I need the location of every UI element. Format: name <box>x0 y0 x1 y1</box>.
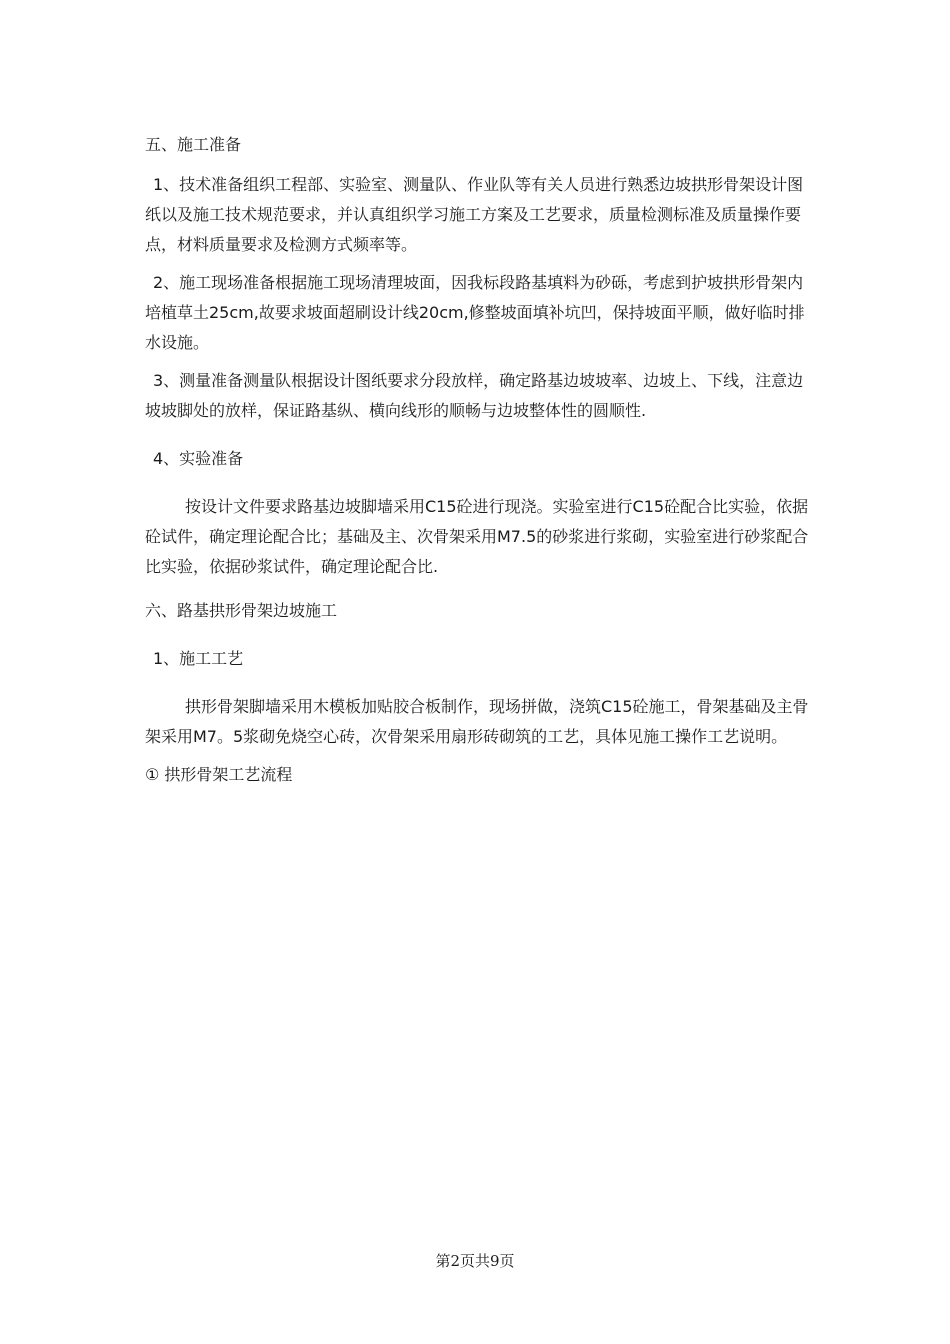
document-body <box>145 130 815 790</box>
section-5-heading: 五、施工准备 <box>145 135 242 154</box>
section-6-heading: 六、路基拱形骨架边坡施工 <box>145 601 338 620</box>
section-5-item-3: 3、测量准备测量队根据设计图纸要求分段放样，确定路基边坡坡率、边坡上、下线，注意边坡坡脚处的放样，保证路基纵、横向线形的顺畅与边坡整体性的圆顺性. <box>145 371 804 420</box>
page-footer: 第2页共9页 <box>435 1252 515 1270</box>
section-5-item-2: 2、施工现场准备根据施工现场清理坡面，因我标段路基填料为砂砾，考虑到护坡拱形骨架内培植草土25cm,故要求坡面超刷设计线20cm,修整坡面填补坑凹，保持坡面平顺，做好临时排水设施。 <box>145 273 805 352</box>
section-5-item-1: 1、技术准备组织工程部、实验室、测量队、作业队等有关人员进行熟悉边坡拱形骨架设计图纸以及施工技术规范要求，并认真组织学习施工方案及工艺要求，质量检测标准及质量操作要点，材料质量要求及检测方式频率等。 <box>145 175 804 254</box>
flow-subheading: ① 拱形骨架工艺流程 <box>145 765 293 784</box>
section-6-item-1-heading: 1、施工工艺 <box>153 649 244 668</box>
section-5-item-4-body: 按设计文件要求路基边坡脚墙采用C15砼进行现浇。实验室进行C15砼配合比实验，依据砼试件，确定理论配合比；基础及主、次骨架采用M7.5的砂浆进行浆砌，实验室进行砂浆配合比实验，依据砂浆试件，确定理论配合比. <box>145 497 809 576</box>
section-6-item-1-body: 拱形骨架脚墙采用木模板加贴胶合板制作，现场拼做，浇筑C15砼施工，骨架基础及主骨架采用M7。5浆砌免烧空心砖，次骨架采用扇形砖砌筑的工艺，具体见施工操作工艺说明。 <box>145 697 809 746</box>
section-5-item-4-heading: 4、实验准备 <box>153 449 244 468</box>
